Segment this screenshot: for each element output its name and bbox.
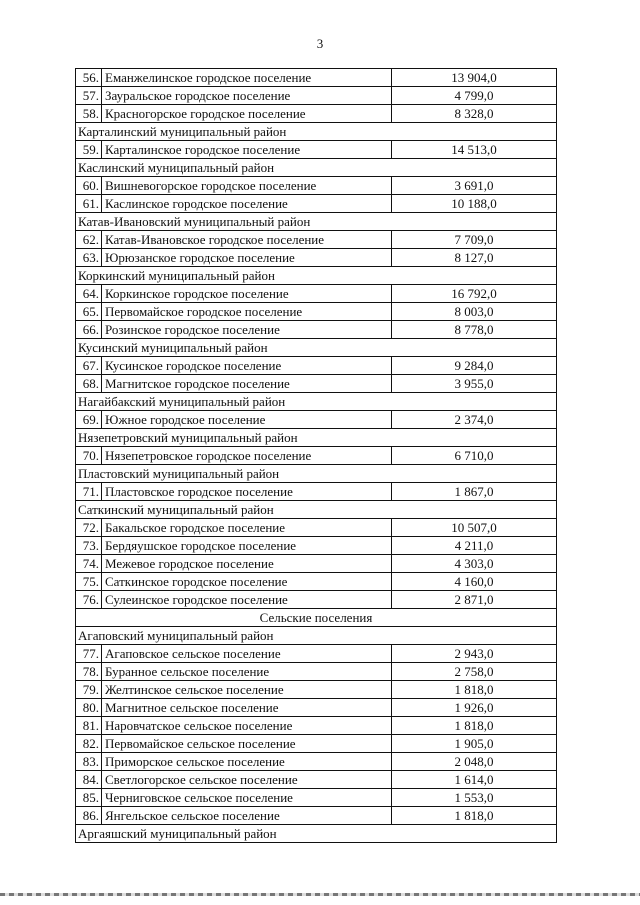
settlement-value: 7 709,0 xyxy=(392,231,557,249)
settlement-name: Сулеинское городское поселение xyxy=(102,591,392,609)
district-title: Кусинский муниципальный район xyxy=(76,339,557,357)
row-number: 82. xyxy=(76,735,102,753)
settlement-name: Красногорское городское поселение xyxy=(102,105,392,123)
table-row xyxy=(76,285,557,303)
settlement-value: 1 818,0 xyxy=(392,681,557,699)
row-number: 78. xyxy=(76,663,102,681)
settlement-value: 4 211,0 xyxy=(392,537,557,555)
row-number: 86. xyxy=(76,807,102,825)
settlement-value: 1 614,0 xyxy=(392,771,557,789)
row-number: 85. xyxy=(76,789,102,807)
settlement-value: 1 905,0 xyxy=(392,735,557,753)
row-number: 76. xyxy=(76,591,102,609)
district-header-row xyxy=(76,465,557,483)
settlement-name: Бакальское городское поселение xyxy=(102,519,392,537)
settlement-name: Бердяушское городское поселение xyxy=(102,537,392,555)
table-row xyxy=(76,789,557,807)
row-number: 83. xyxy=(76,753,102,771)
table-row xyxy=(76,537,557,555)
table-row xyxy=(76,699,557,717)
settlement-value: 2 943,0 xyxy=(392,645,557,663)
table-row xyxy=(76,231,557,249)
settlement-value: 1 818,0 xyxy=(392,807,557,825)
settlement-value: 16 792,0 xyxy=(392,285,557,303)
table-row xyxy=(76,69,557,87)
settlement-value: 3 691,0 xyxy=(392,177,557,195)
district-header-row xyxy=(76,267,557,285)
table-row xyxy=(76,249,557,267)
row-number: 72. xyxy=(76,519,102,537)
settlement-value: 6 710,0 xyxy=(392,447,557,465)
settlement-value: 1 553,0 xyxy=(392,789,557,807)
table-row xyxy=(76,573,557,591)
settlement-value: 1 818,0 xyxy=(392,717,557,735)
district-title: Саткинский муниципальный район xyxy=(76,501,557,519)
row-number: 71. xyxy=(76,483,102,501)
settlement-value: 13 904,0 xyxy=(392,69,557,87)
settlements-table xyxy=(75,68,557,843)
table-row xyxy=(76,771,557,789)
table-row xyxy=(76,411,557,429)
table-row xyxy=(76,375,557,393)
settlement-name: Саткинское городское поселение xyxy=(102,573,392,591)
settlement-value: 1 867,0 xyxy=(392,483,557,501)
table-row xyxy=(76,177,557,195)
table-row xyxy=(76,555,557,573)
settlement-value: 2 758,0 xyxy=(392,663,557,681)
settlement-name: Нязепетровское городское поселение xyxy=(102,447,392,465)
district-header-row xyxy=(76,429,557,447)
table-row xyxy=(76,357,557,375)
settlement-value: 14 513,0 xyxy=(392,141,557,159)
settlement-name: Катав-Ивановское городское поселение xyxy=(102,231,392,249)
row-number: 69. xyxy=(76,411,102,429)
page-number: 3 xyxy=(316,36,324,51)
district-header-row xyxy=(76,627,557,645)
settlement-name: Кусинское городское поселение xyxy=(102,357,392,375)
row-number: 73. xyxy=(76,537,102,555)
row-number: 79. xyxy=(76,681,102,699)
settlement-value: 2 048,0 xyxy=(392,753,557,771)
settlement-name: Первомайское сельское поселение xyxy=(102,735,392,753)
table-row xyxy=(76,483,557,501)
row-number: 59. xyxy=(76,141,102,159)
settlement-value: 3 955,0 xyxy=(392,375,557,393)
settlement-name: Пластовское городское поселение xyxy=(102,483,392,501)
settlement-value: 8 778,0 xyxy=(392,321,557,339)
settlement-name: Магнитское городское поселение xyxy=(102,375,392,393)
settlement-name: Светлогорское сельское поселение xyxy=(102,771,392,789)
settlement-value: 10 507,0 xyxy=(392,519,557,537)
table-row xyxy=(76,681,557,699)
row-number: 81. xyxy=(76,717,102,735)
row-number: 64. xyxy=(76,285,102,303)
table-row xyxy=(76,753,557,771)
row-number: 80. xyxy=(76,699,102,717)
row-number: 74. xyxy=(76,555,102,573)
settlement-name: Межевое городское поселение xyxy=(102,555,392,573)
row-number: 63. xyxy=(76,249,102,267)
district-header-row xyxy=(76,213,557,231)
settlement-value: 8 127,0 xyxy=(392,249,557,267)
table-row xyxy=(76,591,557,609)
district-header-row xyxy=(76,339,557,357)
settlement-value: 10 188,0 xyxy=(392,195,557,213)
row-number: 65. xyxy=(76,303,102,321)
settlement-value: 2 871,0 xyxy=(392,591,557,609)
district-header-row xyxy=(76,393,557,411)
row-number: 56. xyxy=(76,69,102,87)
settlements-table-body xyxy=(76,69,557,843)
table-row xyxy=(76,105,557,123)
table-row xyxy=(76,87,557,105)
settlement-value: 4 799,0 xyxy=(392,87,557,105)
settlement-name: Еманжелинское городское поселение xyxy=(102,69,392,87)
table-row xyxy=(76,195,557,213)
district-title: Катав-Ивановский муниципальный район xyxy=(76,213,557,231)
table-row xyxy=(76,321,557,339)
settlement-name: Наровчатское сельское поселение xyxy=(102,717,392,735)
settlement-name: Розинское городское поселение xyxy=(102,321,392,339)
district-title: Пластовский муниципальный район xyxy=(76,465,557,483)
settlement-value: 8 328,0 xyxy=(392,105,557,123)
settlement-name: Коркинское городское поселение xyxy=(102,285,392,303)
district-title: Нагайбакский муниципальный район xyxy=(76,393,557,411)
scan-edge-stripe xyxy=(0,893,640,896)
table-row xyxy=(76,717,557,735)
table-row xyxy=(76,735,557,753)
row-number: 77. xyxy=(76,645,102,663)
district-title: Карталинский муниципальный район xyxy=(76,123,557,141)
district-header-row xyxy=(76,501,557,519)
settlement-name: Каслинское городское поселение xyxy=(102,195,392,213)
row-number: 61. xyxy=(76,195,102,213)
row-number: 75. xyxy=(76,573,102,591)
table-row xyxy=(76,519,557,537)
settlement-value: 1 926,0 xyxy=(392,699,557,717)
row-number: 67. xyxy=(76,357,102,375)
row-number: 60. xyxy=(76,177,102,195)
settlement-name: Желтинское сельское поселение xyxy=(102,681,392,699)
settlement-name: Южное городское поселение xyxy=(102,411,392,429)
district-title: Аргаяшский муниципальный район xyxy=(76,825,557,843)
table-row xyxy=(76,141,557,159)
settlement-name: Первомайское городское поселение xyxy=(102,303,392,321)
district-title: Каслинский муниципальный район xyxy=(76,159,557,177)
table-row xyxy=(76,807,557,825)
section-header-row xyxy=(76,609,557,627)
settlement-value: 4 303,0 xyxy=(392,555,557,573)
section-title: Сельские поселения xyxy=(76,609,557,627)
settlement-name: Приморское сельское поселение xyxy=(102,753,392,771)
settlement-name: Агаповское сельское поселение xyxy=(102,645,392,663)
settlement-value: 2 374,0 xyxy=(392,411,557,429)
settlement-value: 9 284,0 xyxy=(392,357,557,375)
district-header-row xyxy=(76,159,557,177)
settlement-name: Черниговское сельское поселение xyxy=(102,789,392,807)
settlement-value: 4 160,0 xyxy=(392,573,557,591)
district-header-row xyxy=(76,123,557,141)
table-row xyxy=(76,447,557,465)
settlement-name: Вишневогорское городское поселение xyxy=(102,177,392,195)
district-title: Коркинский муниципальный район xyxy=(76,267,557,285)
settlement-name: Юрюзанское городское поселение xyxy=(102,249,392,267)
row-number: 57. xyxy=(76,87,102,105)
row-number: 70. xyxy=(76,447,102,465)
settlement-name: Карталинское городское поселение xyxy=(102,141,392,159)
settlement-name: Магнитное сельское поселение xyxy=(102,699,392,717)
district-title: Агаповский муниципальный район xyxy=(76,627,557,645)
row-number: 58. xyxy=(76,105,102,123)
row-number: 84. xyxy=(76,771,102,789)
table-row xyxy=(76,663,557,681)
settlement-name: Буранное сельское поселение xyxy=(102,663,392,681)
settlement-name: Янгельское сельское поселение xyxy=(102,807,392,825)
district-header-row xyxy=(76,825,557,843)
settlement-name: Зауральское городское поселение xyxy=(102,87,392,105)
row-number: 66. xyxy=(76,321,102,339)
table-row xyxy=(76,303,557,321)
row-number: 62. xyxy=(76,231,102,249)
settlement-value: 8 003,0 xyxy=(392,303,557,321)
district-title: Нязепетровский муниципальный район xyxy=(76,429,557,447)
row-number: 68. xyxy=(76,375,102,393)
table-row xyxy=(76,645,557,663)
